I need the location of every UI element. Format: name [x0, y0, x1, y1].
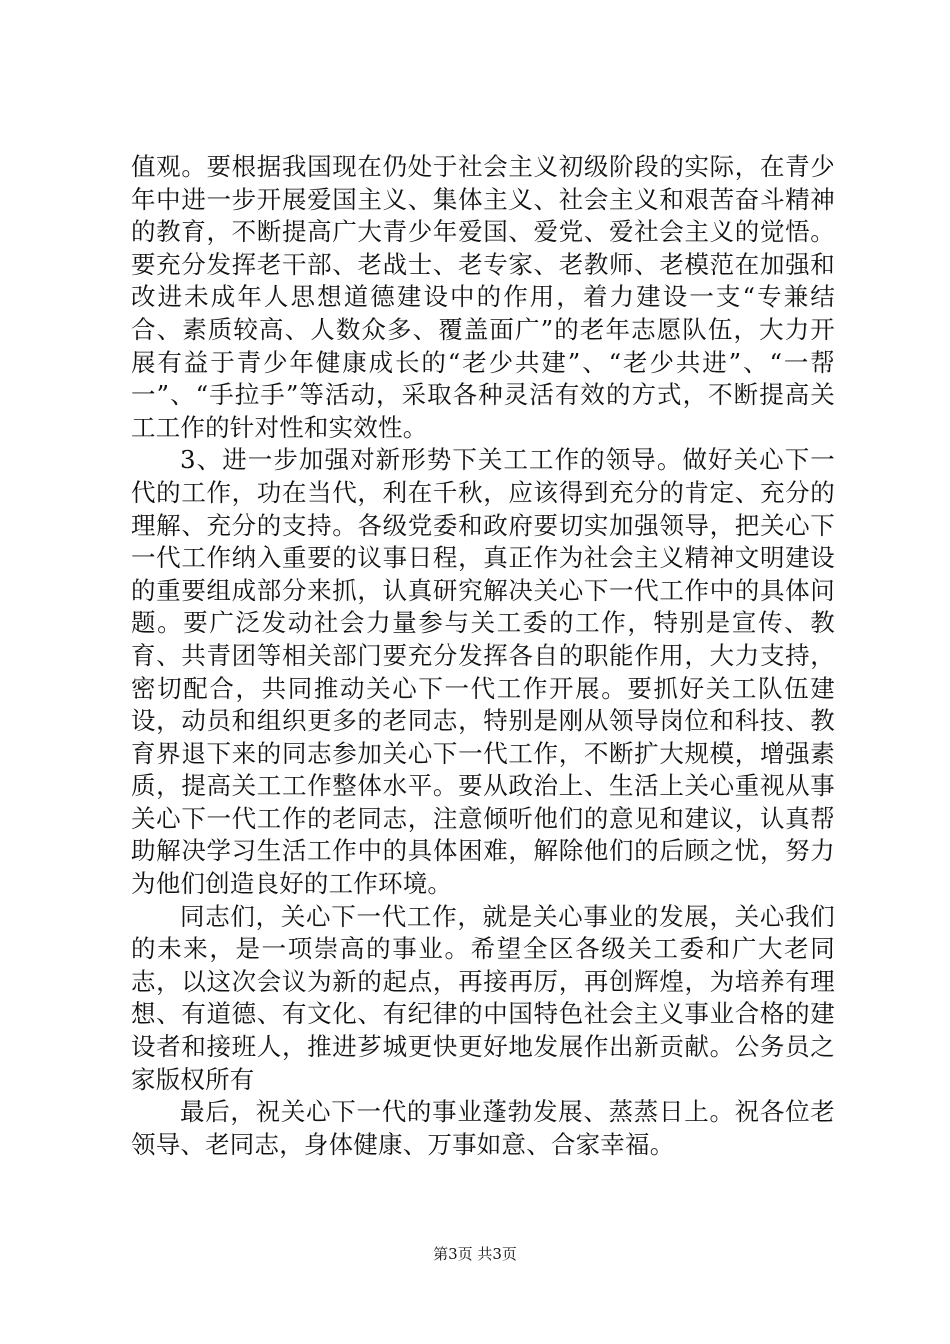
paragraph-3: 同志们，关心下一代工作，就是关心事业的发展，关心我们的未来，是一项崇高的事业。希望全区各级关工委和广大老同志，以这次会议为新的起点，再接再厉，再创辉煌，为培养有理想、有道德、有文化、有纪律的中国特色社会主义事业合格的建设者和接班人，推进芗城更快更好地发展作出新贡献。公务员之家版权所有 [131, 901, 835, 1094]
paragraph-4: 最后，祝关心下一代的事业蓬勃发展、蒸蒸日上。祝各位老领导、老同志，身体健康、万事如意、合家幸福。 [131, 1097, 835, 1159]
paragraph-1: 值观。要根据我国现在仍处于社会主义初级阶段的实际，在青少年中进一步开展爱国主义、集体主义、社会主义和艰苦奋斗精神的教育，不断提高广大青少年爱国、爱党、爱社会主义的觉悟。要充分发挥老干部、老战士、老专家、老教师、老模范在加强和改进未成年人思想道德建设中的作用，着力建设一支“专兼结合、素质较高、人数众多、覆盖面广”的老年志愿队伍，大力开展有益于青少年健康成长的“老少共建”、“老少共进”、“一帮一”、“手拉手”等活动，采取各种灵活有效的方式，不断提高关工工作的针对性和实效性。 [131, 152, 835, 442]
paragraph-2: 3、进一步加强对新形势下关工工作的领导。做好关心下一代的工作，功在当代，利在千秋，应该得到充分的肯定、充分的理解、充分的支持。各级党委和政府要切实加强领导，把关心下一代工作纳入重要的议事日程，真正作为社会主义精神文明建设的重要组成部分来抓，认真研究解决关心下一代工作中的具体问题。要广泛发动社会力量参与关工委的工作，特别是宣传、教育、共青团等相关部门要充分发挥各自的职能作用，大力支持，密切配合，共同推动关心下一代工作开展。要抓好关工队伍建设，动员和组织更多的老同志，特别是刚从领导岗位和科技、教育界退下来的同志参加关心下一代工作，不断扩大规模，增强素质，提高关工工作整体水平。要从政治上、生活上关心重视从事关心下一代工作的老同志，注意倾听他们的意见和建议，认真帮助解决学习生活工作中的具体困难，解除他们的后顾之忧，努力为他们创造良好的工作环境。 [131, 445, 835, 899]
page-number-footer: 第3页 共3页 [433, 1245, 517, 1263]
document-body [131, 151, 835, 1161]
